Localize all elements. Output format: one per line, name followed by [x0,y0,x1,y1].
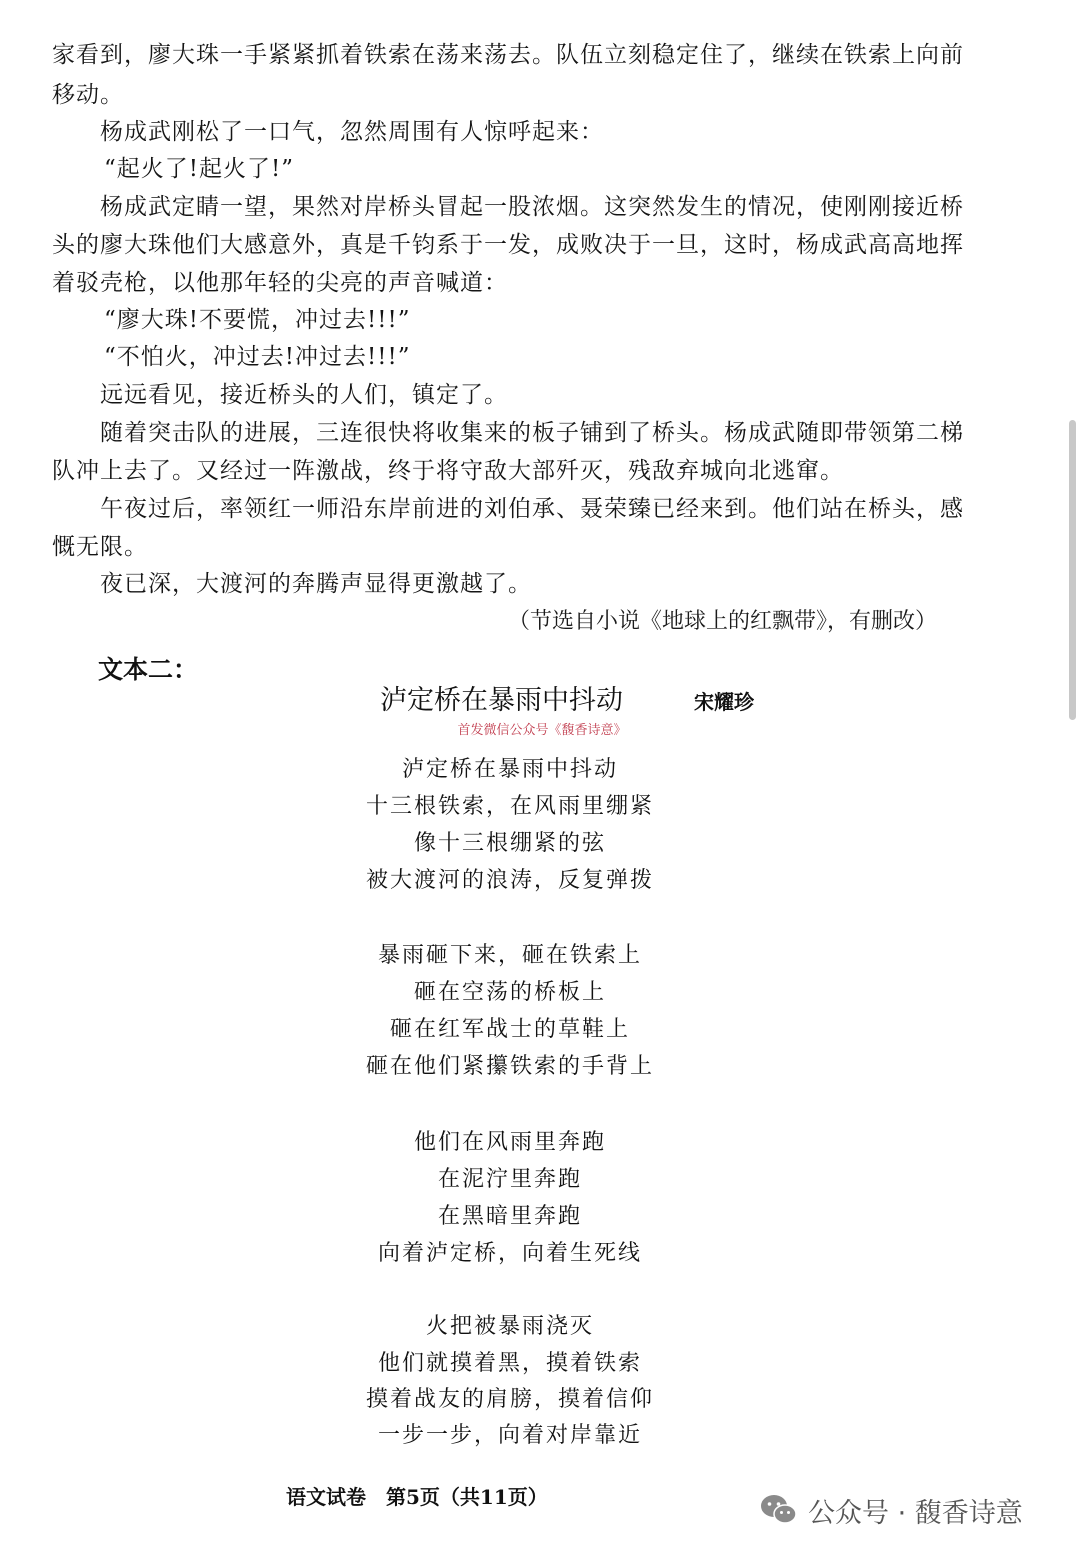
poem-line: 他们在风雨里奔跑 [413,1130,606,1155]
poem-line: 砸在空荡的桥板上 [413,980,606,1005]
poem-title: 泸定桥在暴雨中抖动 [380,685,623,716]
poem-line: 像十三根绷紧的弦 [413,831,606,856]
scrollbar-thumb[interactable] [1069,420,1076,720]
poem-line: 在黑暗里奔跑 [437,1204,582,1229]
wechat-account-badge[interactable] [760,1490,1023,1530]
publisher-watermark: 首发微信公众号《馥香诗意》 [457,723,627,738]
section-label-text-two: 文本二： [98,655,199,684]
poem-line: 泸定桥在暴雨中抖动 [401,757,618,782]
prose-line: 远远看见，接近桥头的人们，镇定了。 [100,382,508,408]
poem-line: 砸在他们紧攥铁索的手背上 [365,1054,654,1079]
poem-line: 摸着战友的肩膀，摸着信仰 [365,1387,654,1412]
page-footer: 语文试卷 第5页（共11页） [286,1485,548,1509]
prose-line: 杨成武定睛一望，果然对岸桥头冒起一股浓烟。这突然发生的情况，使刚刚接近桥 [100,194,964,220]
prose-line: 夜已深，大渡河的奔腾声显得更激越了。 [100,571,532,597]
poem-line: 在泥泞里奔跑 [437,1167,582,1192]
poem-line: 被大渡河的浪涛，反复弹拨 [365,868,654,893]
prose-line: 移动。 [52,82,124,108]
prose-line: 队冲上去了。又经过一阵激战，终于将守敌大部歼灭，残敌弃城向北逃窜。 [52,458,844,484]
prose-line: “廖大珠!不要慌，冲过去!!!” [104,307,411,333]
prose-line: 慨无限。 [52,534,148,560]
prose-line: 头的廖大珠他们大感意外，真是千钧系于一发，成败决于一旦，这时，杨成武高高地挥 [52,232,964,258]
poem-line: 他们就摸着黑，摸着铁索 [377,1351,642,1376]
prose-line: 午夜过后，率领红一师沿东岸前进的刘伯承、聂荣臻已经来到。他们站在桥头，感 [100,496,964,522]
poem-line: 砸在红军战士的草鞋上 [389,1017,630,1042]
poem-author: 宋耀珍 [694,690,754,714]
prose-line: 家看到，廖大珠一手紧紧抓着铁索在荡来荡去。队伍立刻稳定住了，继续在铁索上向前 [52,42,964,68]
wechat-account-label: 公众号 · 馥香诗意 [808,1497,1023,1529]
poem-line: 暴雨砸下来，砸在铁索上 [377,943,642,968]
prose-line: 着驳壳枪，以他那年轻的尖亮的声音喊道： [52,270,508,296]
prose-line: “不怕火，冲过去!冲过去!!!” [104,344,411,370]
poem-line: 一步一步，向着对岸靠近 [377,1423,642,1448]
poem-line: 向着泸定桥，向着生死线 [377,1241,642,1266]
wechat-icon [760,1493,798,1527]
excerpt-source: （节选自小说《地球上的红飘带》，有删改） [508,609,938,634]
poem-line: 十三根铁索，在风雨里绷紧 [365,794,654,819]
prose-line: 杨成武刚松了一口气，忽然周围有人惊呼起来： [100,119,604,145]
prose-line: 随着突击队的进展，三连很快将收集来的板子铺到了桥头。杨成武随即带领第二梯 [100,420,964,446]
poem-line: 火把被暴雨浇灭 [425,1314,594,1339]
prose-line: “起火了!起火了!” [104,156,295,182]
